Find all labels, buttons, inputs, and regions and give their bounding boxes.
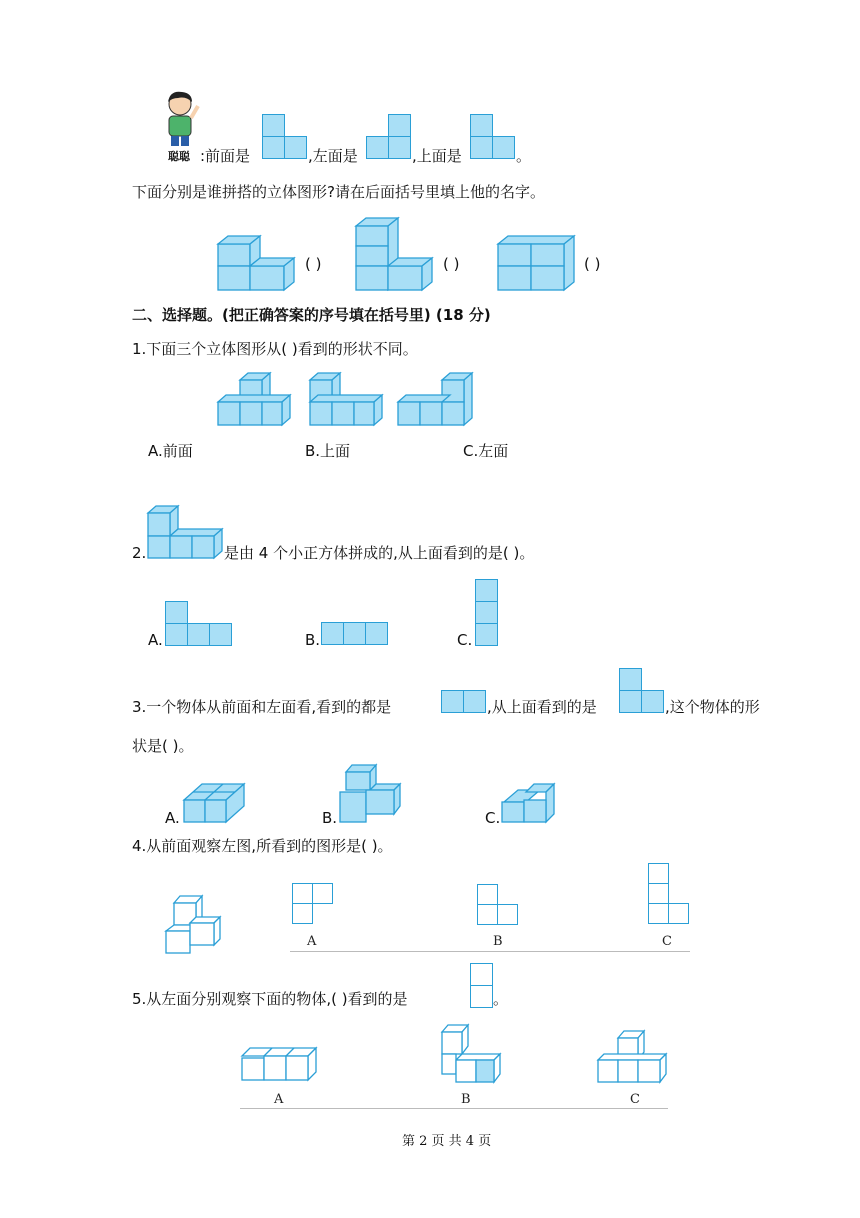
- instruction-text: 下面分别是谁拼搭的立体图形?请在后面括号里填上他的名字。: [132, 183, 545, 201]
- q3-option-a-figure[interactable]: [182, 780, 248, 826]
- speaker-name: 聪聪: [168, 150, 190, 163]
- cube-figure-1: [216, 234, 300, 292]
- left-view-figure: [366, 114, 412, 160]
- q1-option-a[interactable]: A.前面: [148, 442, 193, 460]
- q3-option-b[interactable]: B.: [322, 809, 338, 827]
- q5-option-b-figure[interactable]: [438, 1022, 506, 1084]
- q2-number: 2.: [132, 544, 147, 562]
- q3-stem-b: ,从上面看到的是: [487, 698, 597, 716]
- q2-stem: 是由 4 个小正方体拼成的,从上面看到的是( )。: [224, 544, 535, 562]
- q4-option-a-figure[interactable]: [292, 883, 334, 925]
- answer-blank-3[interactable]: ( ): [584, 255, 601, 273]
- q2-option-c-figure[interactable]: [475, 579, 498, 647]
- q2-option-a[interactable]: A.: [148, 631, 163, 649]
- q5-stem-b: 。: [493, 990, 509, 1008]
- q5-target-view: [470, 963, 493, 1009]
- q3-top-view: [619, 668, 665, 714]
- q5-option-rule: [240, 1108, 668, 1109]
- q3-option-a[interactable]: A.: [165, 809, 180, 827]
- q5-caption-a: A: [274, 1092, 284, 1107]
- q5-option-c-figure[interactable]: [596, 1028, 668, 1084]
- q4-option-b-figure[interactable]: [477, 884, 519, 926]
- q4-option-rule: [290, 951, 690, 952]
- q3-stem-c: ,这个物体的形: [665, 698, 760, 716]
- q4-caption-b: B: [493, 934, 503, 949]
- q1-option-c[interactable]: C.左面: [463, 442, 509, 460]
- q4-caption-c: C: [662, 934, 672, 949]
- page-footer: 第 2 页 共 4 页: [402, 1134, 492, 1149]
- q1-figure-2: [308, 370, 388, 428]
- q2-option-a-figure[interactable]: [165, 601, 233, 647]
- left-view-label: ,左面是: [308, 147, 358, 165]
- q2-option-b-figure[interactable]: [321, 622, 389, 645]
- q4-option-c-figure[interactable]: [648, 863, 690, 926]
- q4-stem: 4.从前面观察左图,所看到的图形是( )。: [132, 837, 393, 855]
- intro-end-mark: 。: [516, 147, 532, 165]
- q1-figure-3: [396, 370, 476, 428]
- q4-caption-a: A: [307, 934, 317, 949]
- q1-option-b[interactable]: B.上面: [305, 442, 351, 460]
- q5-caption-b: B: [461, 1092, 471, 1107]
- cube-figure-3: [496, 234, 580, 292]
- q2-figure: [146, 503, 224, 561]
- answer-blank-1[interactable]: ( ): [305, 255, 322, 273]
- top-view-label: ,上面是: [412, 147, 462, 165]
- q4-left-figure: [164, 893, 226, 955]
- q2-option-c[interactable]: C.: [457, 631, 473, 649]
- boy-character-icon: [158, 88, 206, 152]
- q3-front-left-view: [441, 690, 487, 713]
- q5-caption-c: C: [630, 1092, 640, 1107]
- top-view-figure: [470, 114, 516, 160]
- q3-option-b-figure[interactable]: [338, 762, 402, 826]
- q5-stem-a: 5.从左面分别观察下面的物体,( )看到的是: [132, 990, 408, 1008]
- q3-option-c[interactable]: C.: [485, 809, 501, 827]
- front-view-figure: [262, 114, 308, 160]
- section2-title: 二、选择题。(把正确答案的序号填在括号里) (18 分): [132, 306, 491, 324]
- answer-blank-2[interactable]: ( ): [443, 255, 460, 273]
- q1-stem: 1.下面三个立体图形从( )看到的形状不同。: [132, 340, 418, 358]
- cube-figure-2: [354, 216, 438, 292]
- q3-option-c-figure[interactable]: [500, 782, 558, 826]
- q5-option-a-figure[interactable]: [240, 1042, 320, 1084]
- q3-stem-d: 状是( )。: [132, 737, 194, 755]
- q1-figure-1: [216, 370, 296, 428]
- q2-option-b[interactable]: B.: [305, 631, 321, 649]
- front-view-label: :前面是: [200, 147, 251, 165]
- q3-stem-a: 3.一个物体从前面和左面看,看到的都是: [132, 698, 392, 716]
